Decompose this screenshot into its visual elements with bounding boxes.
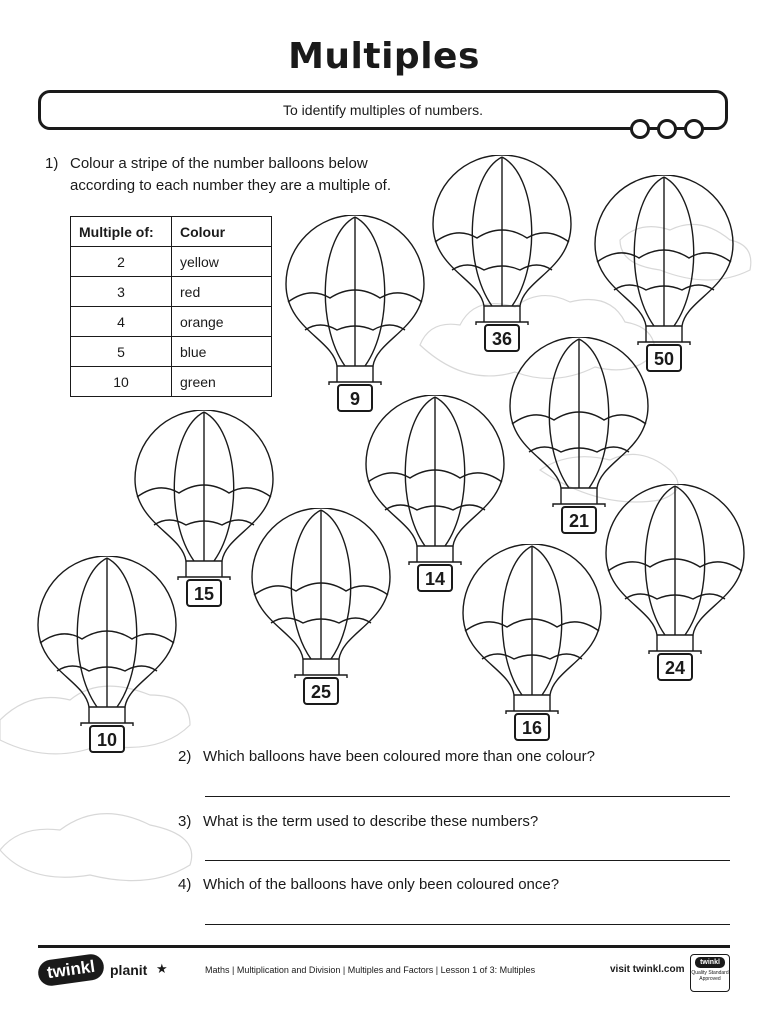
question-1-line-2: according to each number they are a multiple of. [70,177,392,194]
table-row [71,277,272,307]
multiple-cell: 2 [71,247,172,277]
planit-brand: planit [110,962,148,978]
balloon-number-label: 15 [186,579,222,607]
page-title: Multiples [288,36,480,77]
badge-logo: twinkl [695,957,725,968]
balloon-24[interactable] [604,484,746,678]
balloon-drawing [461,544,603,714]
balloon-number-label: 36 [484,324,520,352]
question-2-text: Which balloons have been coloured more than one colour? [203,748,595,765]
multiple-cell: 5 [71,337,172,367]
balloon-number-label: 10 [89,725,125,753]
colour-key-table [70,216,272,397]
balloon-drawing [250,508,392,678]
balloon-drawing [604,484,746,654]
multiple-cell: 10 [71,367,172,397]
balloon-drawing [593,175,735,345]
question-number: 4) [178,876,192,893]
answer-line-4[interactable] [205,924,730,925]
answer-line-2[interactable] [205,796,730,797]
balloon-number-label: 50 [646,344,682,372]
balloon-10[interactable] [36,556,178,750]
balloon-number-label: 24 [657,653,693,681]
colour-cell: blue [172,337,272,367]
visit-link[interactable]: visit twinkl.com [610,964,685,975]
balloon-number-label: 16 [514,713,550,741]
balloon-number-label: 9 [337,384,373,412]
balloon-25[interactable] [250,508,392,702]
question-number: 3) [178,813,192,830]
balloon-number-label: 25 [303,677,339,705]
balloon-36[interactable] [431,155,573,349]
balloon-drawing [431,155,573,325]
question-number: 2) [178,748,192,765]
twinkl-logo[interactable]: twinkl [37,953,106,988]
question-4-text: Which of the balloons have only been coloured once? [203,876,560,893]
header-colour: Colour [172,217,272,247]
star-icon: ★ [156,961,168,976]
quality-badge [690,954,730,992]
multiple-cell: 4 [71,307,172,337]
balloon-drawing [508,337,650,507]
colour-cell: green [172,367,272,397]
colour-cell: orange [172,307,272,337]
balloon-drawing [36,556,178,726]
table-row [71,307,272,337]
answer-line-3[interactable] [205,860,730,861]
footer-divider [38,945,730,948]
balloon-16[interactable] [461,544,603,738]
multiple-cell: 3 [71,277,172,307]
balloon-9[interactable] [284,215,426,409]
table-row [71,247,272,277]
table-row [71,367,272,397]
question-number: 1) [45,155,59,172]
balloon-number-label: 14 [417,564,453,592]
question-3-text: What is the term used to describe these numbers? [203,813,539,830]
learning-objective-text: To identify multiples of numbers. [283,102,483,118]
colour-cell: yellow [172,247,272,277]
badge-text: Quality Standard Approved [691,970,729,982]
balloon-number-label: 21 [561,506,597,534]
question-1-line-1: Colour a stripe of the number balloons below [70,155,368,172]
colour-cell: red [172,277,272,307]
balloon-drawing [284,215,426,385]
breadcrumb: Maths | Multiplication and Division | Multiples and Factors | Lesson 1 of 3: Multiples [205,965,536,975]
header-multiple: Multiple of: [71,217,172,247]
table-row [71,337,272,367]
